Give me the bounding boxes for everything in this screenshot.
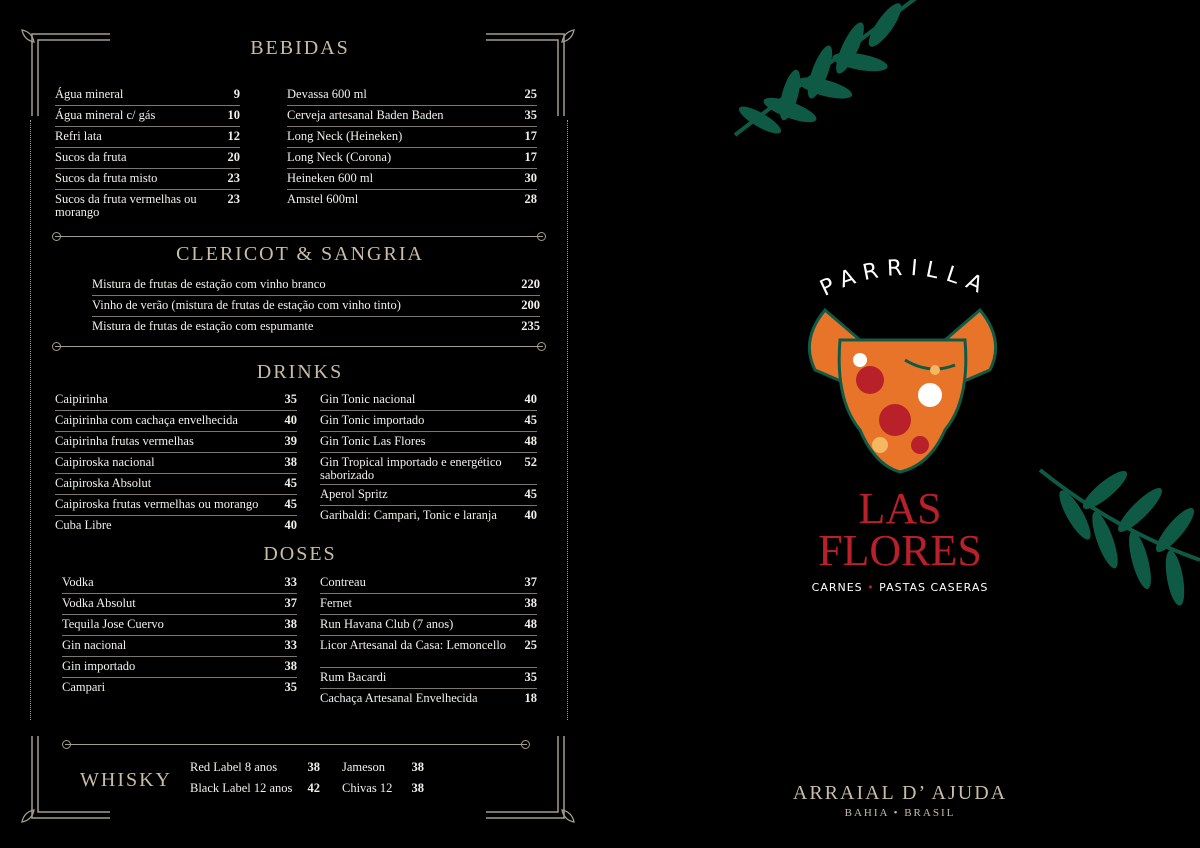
menu-item	[320, 636, 537, 668]
brand-name-line1: LAS	[858, 484, 942, 533]
menu-item-name: Água mineral	[55, 87, 124, 101]
menu-item	[320, 506, 537, 527]
tagline-right: PASTAS CASERAS	[879, 581, 989, 594]
menu-item-name: Mistura de frutas de estação com espumante	[92, 319, 314, 333]
menu-item-name: Caipirinha com cachaça envelhecida	[55, 413, 238, 427]
divider-bar	[65, 744, 527, 745]
menu-item-name: Sucos da fruta vermelhas ou morango	[55, 192, 197, 219]
menu-item-price: 235	[521, 319, 540, 333]
palm-leaf-top-icon	[730, 0, 930, 150]
location-country: BAHIA • BRASIL	[844, 807, 956, 819]
menu-item-name: Tequila Jose Cuervo	[62, 617, 164, 631]
menu-item	[342, 779, 424, 800]
menu-item	[62, 594, 297, 615]
menu-item-price: 35	[284, 392, 297, 406]
menu-item-price: 23	[227, 171, 240, 185]
menu-item-price: 42	[307, 781, 320, 795]
menu-item-price: 25	[524, 87, 537, 101]
menu-item-price: 37	[284, 596, 297, 610]
menu-item-price: 30	[524, 171, 537, 185]
menu-item	[62, 657, 297, 678]
menu-item-price: 38	[307, 760, 320, 774]
menu-item-name: Chivas 12	[342, 781, 393, 795]
menu-item-price: 45	[524, 413, 537, 427]
menu-item-price: 40	[524, 508, 537, 522]
palm-leaf-right-icon	[1035, 460, 1200, 625]
menu-item-name: Gin Tonic importado	[320, 413, 425, 427]
menu-item-name: Gin Tonic nacional	[320, 392, 416, 406]
menu-item	[55, 495, 297, 516]
menu-item	[320, 668, 537, 689]
menu-item-name: Heineken 600 ml	[287, 171, 374, 185]
menu-item-name: Fernet	[320, 596, 352, 610]
menu-item-name: Cerveja artesanal Baden Baden	[287, 108, 444, 122]
brand-name-line2: FLORES	[818, 526, 982, 575]
menu-item-name: Run Havana Club (7 anos)	[320, 617, 454, 631]
menu-item-price: 37	[524, 575, 537, 589]
menu-item-price: 25	[524, 638, 537, 652]
menu-item	[55, 169, 240, 190]
menu-item	[342, 758, 424, 779]
menu-item	[287, 190, 537, 211]
menu-item-price: 38	[284, 455, 297, 469]
menu-item-name: Vodka Absolut	[62, 596, 136, 610]
section-title-whisky: WHISKY	[80, 769, 172, 791]
menu-item	[287, 169, 537, 190]
menu-item	[320, 594, 537, 615]
menu-item-name: Contreau	[320, 575, 366, 589]
menu-item	[55, 190, 240, 218]
menu-item-price: 17	[524, 150, 537, 164]
menu-item	[320, 573, 537, 594]
menu-item-name: Sucos da fruta	[55, 150, 127, 164]
menu-item-price: 38	[411, 781, 424, 795]
menu-item	[55, 390, 297, 411]
menu-item-price: 18	[524, 691, 537, 705]
menu-item	[320, 485, 537, 506]
menu-item	[62, 678, 297, 699]
menu-item-name: Cachaça Artesanal Envelhecida	[320, 691, 478, 705]
menu-item	[320, 453, 537, 485]
menu-item-name: Gin nacional	[62, 638, 127, 652]
menu-item	[92, 275, 540, 296]
menu-item-price: 23	[227, 192, 240, 206]
menu-item	[55, 516, 297, 537]
menu-item	[320, 689, 537, 717]
menu-item	[287, 85, 537, 106]
divider-bar	[55, 236, 543, 237]
menu-item-price: 10	[227, 108, 240, 122]
menu-item-price: 28	[524, 192, 537, 206]
right-dotted-border	[567, 120, 568, 720]
menu-item-price: 40	[284, 518, 297, 532]
menu-item-price: 35	[284, 680, 297, 694]
menu-item-name: Aperol Spritz	[320, 487, 388, 501]
menu-item	[55, 453, 297, 474]
menu-item	[55, 411, 297, 432]
menu-item-price: 48	[524, 617, 537, 631]
menu-item	[55, 85, 240, 106]
menu-item-name: Long Neck (Corona)	[287, 150, 392, 164]
menu-item	[55, 474, 297, 495]
menu-item-name: Long Neck (Heineken)	[287, 129, 403, 143]
menu-item	[55, 127, 240, 148]
menu-item-price: 40	[284, 413, 297, 427]
menu-item-name: Vodka	[62, 575, 94, 589]
menu-item-name: Black Label 12 anos	[190, 781, 293, 795]
menu-item-price: 45	[284, 476, 297, 490]
menu-item	[92, 317, 540, 338]
bull-logo-icon	[795, 300, 1010, 480]
menu-item	[320, 390, 537, 411]
svg-text:PARRILLA	[816, 256, 993, 302]
menu-item-price: 39	[284, 434, 297, 448]
divider-bar	[55, 346, 543, 347]
menu-item-name: Água mineral c/ gás	[55, 108, 156, 122]
menu-item	[287, 127, 537, 148]
menu-item-name: Caipiroska frutas vermelhas ou morango	[55, 497, 259, 511]
menu-item-price: 33	[284, 638, 297, 652]
menu-item	[55, 106, 240, 127]
menu-item-name: Gin importado	[62, 659, 136, 673]
menu-item-price: 45	[284, 497, 297, 511]
menu-item-name: Devassa 600 ml	[287, 87, 367, 101]
menu-item	[62, 573, 297, 594]
menu-item-price: 33	[284, 575, 297, 589]
left-dotted-border	[30, 120, 31, 720]
menu-item-price: 38	[284, 659, 297, 673]
section-title-clericot: CLERICOT & SANGRIA	[176, 243, 424, 265]
menu-item-name: Red Label 8 anos	[190, 760, 278, 774]
menu-item	[190, 779, 320, 800]
menu-item-price: 12	[227, 129, 240, 143]
menu-item-price: 48	[524, 434, 537, 448]
menu-item-price: 20	[227, 150, 240, 164]
menu-item	[92, 296, 540, 317]
menu-item-price: 35	[524, 670, 537, 684]
menu-item-name: Campari	[62, 680, 106, 694]
menu-item-name: Jameson	[342, 760, 386, 774]
menu-item-name: Cuba Libre	[55, 518, 112, 532]
tagline-dot-icon: •	[867, 581, 875, 594]
section-title-drinks: DRINKS	[256, 361, 344, 383]
menu-item-price: 38	[284, 617, 297, 631]
location-title: ARRAIAL D’ AJUDA	[792, 782, 1008, 804]
menu-item	[320, 411, 537, 432]
section-title-doses: DOSES	[263, 543, 337, 565]
menu-item-price: 45	[524, 487, 537, 501]
menu-item-price: 9	[233, 87, 240, 101]
menu-item	[320, 432, 537, 453]
menu-item-name: Licor Artesanal da Casa: Lemoncello	[320, 638, 507, 652]
menu-item-price: 38	[411, 760, 424, 774]
menu-item	[190, 758, 320, 779]
menu-item-price: 35	[524, 108, 537, 122]
menu-item	[55, 148, 240, 169]
menu-item-name: Gin Tonic Las Flores	[320, 434, 426, 448]
menu-item-name: Vinho de verão (mistura de frutas de estação com vinho tinto)	[92, 298, 401, 312]
menu-item-price: 17	[524, 129, 537, 143]
menu-item-name: Caipirinha	[55, 392, 108, 406]
tagline-left: CARNES	[811, 581, 863, 594]
menu-item-price: 38	[524, 596, 537, 610]
menu-item	[62, 615, 297, 636]
menu-item-name: Amstel 600ml	[287, 192, 359, 206]
menu-item-name: Caipiroska Absolut	[55, 476, 152, 490]
menu-item-name: Garibaldi: Campari, Tonic e laranja	[320, 508, 497, 522]
brand-tagline	[800, 581, 1000, 594]
brand-name	[800, 484, 1000, 575]
menu-item-name: Caipirinha frutas vermelhas	[55, 434, 194, 448]
menu-item-name: Sucos da fruta misto	[55, 171, 158, 185]
menu-item-name: Refri lata	[55, 129, 102, 143]
menu-item	[287, 148, 537, 169]
menu-item-price: 220	[521, 277, 540, 291]
menu-item-name: Rum Bacardi	[320, 670, 387, 684]
menu-item-price: 40	[524, 392, 537, 406]
menu-item-name: Gin Tropical importado e energético saborizado	[320, 455, 502, 482]
menu-item-name: Caipiroska nacional	[55, 455, 155, 469]
menu-item	[287, 106, 537, 127]
menu-item	[55, 432, 297, 453]
brand-top-text: PARRILLA	[816, 255, 994, 302]
menu-item	[320, 615, 537, 636]
menu-item-price: 52	[524, 455, 537, 469]
menu-item	[62, 636, 297, 657]
menu-item-price: 200	[521, 298, 540, 312]
section-title-bebidas: BEBIDAS	[250, 37, 350, 59]
menu-item-name: Mistura de frutas de estação com vinho branco	[92, 277, 326, 291]
